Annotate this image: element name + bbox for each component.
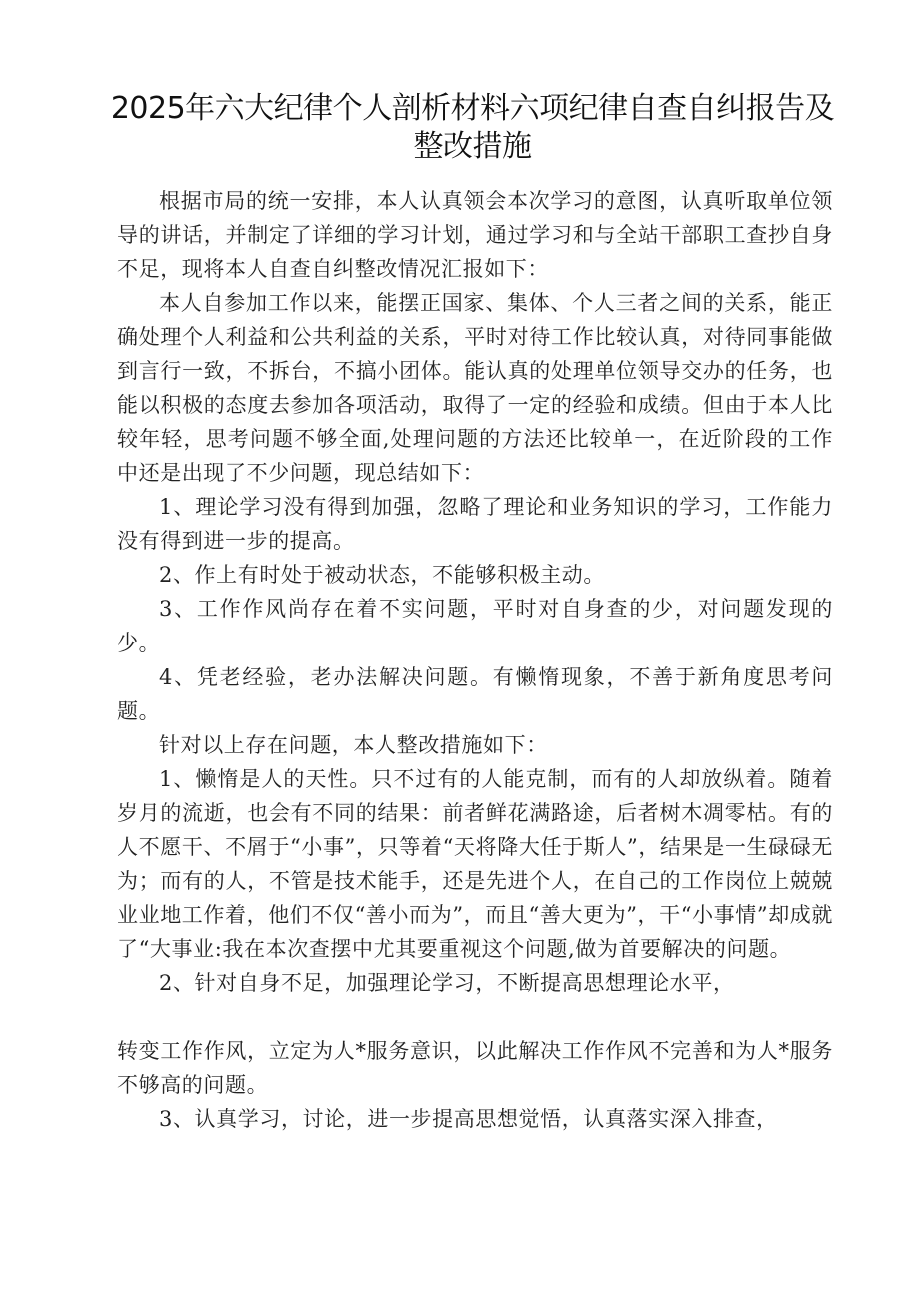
document-body xyxy=(117,184,833,1136)
problem-item-3: 3、工作作风尚存在着不实问题，平时对自身查的少，对问题发现的少。 xyxy=(117,597,833,655)
problem-item-2: 2、作上有时处于被动状态，不能够积极主动。 xyxy=(159,563,605,587)
problem-item-4: 4、凭老经验，老办法解决问题。有懒惰现象，不善于新角度思考问题。 xyxy=(117,665,833,723)
measure-item-3: 3、认真学习，讨论，进一步提高思想觉悟，认真落实深入排查， xyxy=(159,1107,778,1131)
document-title: 2025年六大纪律个人剖析材料六项纪律自查自纠报告及整改措施 xyxy=(110,91,835,164)
measures-heading: 针对以上存在问题，本人整改措施如下： xyxy=(159,733,548,757)
paragraph-intro: 根据市局的统一安排，本人认真领会本次学习的意图，认真听取单位领导的讲话，并制定了详细的学习计划，通过学习和与全站干部职工查抄自身不足，现将本人自查自纠整改情况汇报如下： xyxy=(117,189,833,281)
measure-item-1: 1、懒惰是人的天性。只不过有的人能克制，而有的人却放纵着。随着岁月的流逝，也会有不同的结果：前者鲜花满路途，后者树木凋零枯。有的人不愿干、不屑于“小事”，只等着“天将降大任于斯人”，结果是一生碌碌无为；而有的人，不管是技术能手，还是先进个人，在自己的工作岗位上兢兢业业地工作着，他们不仅“善小而为”，而且“善大更为”，干“小事情”却成就了“大事业:我在本次查摆中尤其要重视这个问题,做为首要解决的问题。 xyxy=(117,767,834,961)
measure-item-2-continued: 转变工作作风，立定为人*服务意识，以此解决工作作风不完善和为人*服务不够高的问题。 xyxy=(117,1039,833,1097)
problem-item-1: 1、理论学习没有得到加强，忽略了理论和业务知识的学习，工作能力没有得到进一步的提高。 xyxy=(117,495,833,553)
paragraph-self-review: 本人自参加工作以来，能摆正国家、集体、个人三者之间的关系，能正确处理个人利益和公共利益的关系，平时对待工作比较认真，对待同事能做到言行一致，不拆台，不搞小团体。能认真的处理单位领导交办的任务，也能以积极的态度去参加各项活动，取得了一定的经验和成绩。但由于本人比较年轻，思考问题不够全面,处理问题的方法还比较单一，在近阶段的工作中还是出现了不少问题，现总结如下： xyxy=(117,291,833,485)
measure-item-2: 2、针对自身不足，加强理论学习，不断提高思想理论水平， xyxy=(159,971,735,995)
